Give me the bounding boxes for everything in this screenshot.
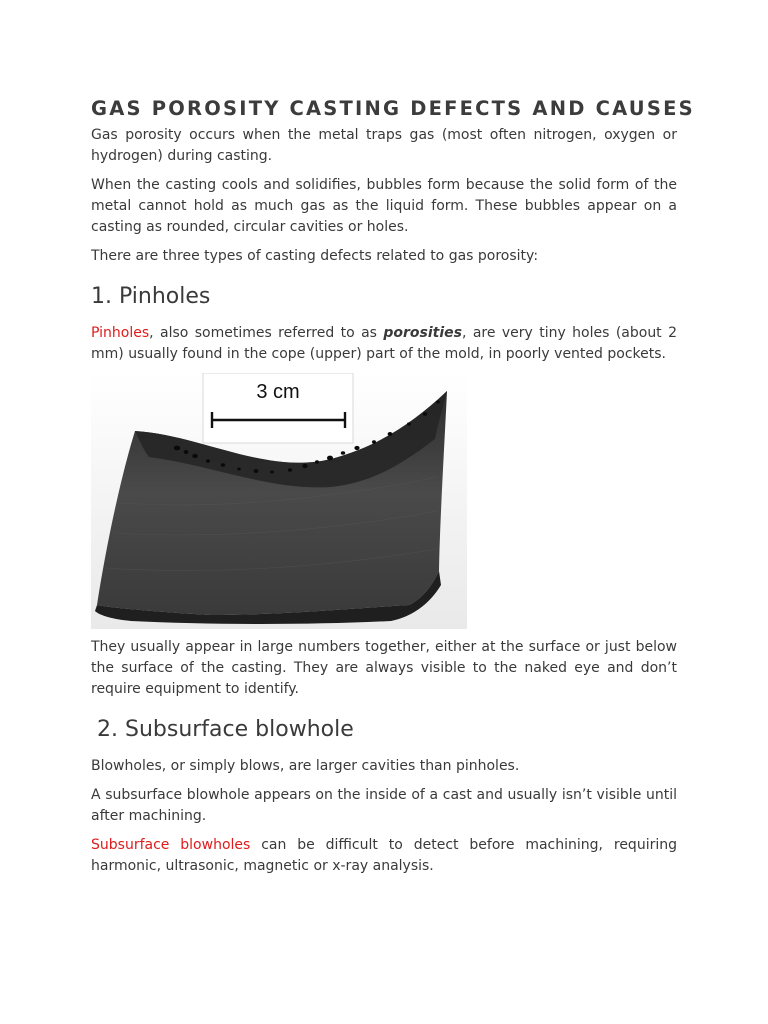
subsurface-paragraph: A subsurface blowhole appears on the inside of a cast and usually isn’t visible until after machining.: [91, 787, 677, 824]
text-span: , also sometimes referred to as: [149, 325, 384, 341]
pinholes-detail-paragraph: They usually appear in large numbers together, either at the surface or just below the surface of the casting. They are always visible to the naked eye and don’t require equipment to identify.: [91, 639, 677, 697]
intro-paragraph: There are three types of casting defects related to gas porosity:: [91, 248, 539, 264]
scale-label: 3 cm: [256, 381, 300, 403]
pinhole-casting-photo: [91, 373, 467, 629]
subsurface-blowholes-link[interactable]: Subsurface blowholes: [91, 837, 251, 853]
emphasis-porosities: porosities: [383, 325, 462, 341]
text-span: can be difficult to detect before machining, requiring harmonic, ultrasonic, magnetic or x-ray analysis.: [91, 837, 677, 874]
blowholes-paragraph: Blowholes, or simply blows, are larger cavities than pinholes.: [91, 758, 520, 774]
intro-paragraph: When the casting cools and solidifies, bubbles form because the solid form of the metal cannot hold as much gas as the liquid form. These bubbles appear on a casting as rounded, circular cavities or holes.: [91, 177, 677, 235]
pinholes-paragraph: [91, 323, 677, 365]
detection-paragraph: [91, 835, 677, 877]
section-heading-subsurface-blowhole: 2. Subsurface blowhole: [97, 717, 354, 742]
intro-paragraph: Gas porosity occurs when the metal traps gas (most often nitrogen, oxygen or hydrogen) during casting.: [91, 127, 677, 164]
section-heading-pinholes: 1. Pinholes: [91, 284, 211, 309]
article: [91, 96, 695, 885]
text-span: , are very tiny holes (about 2 mm) usually found in the cope (upper) part of the mold, in poorly vented pockets.: [91, 325, 677, 362]
page-title: GAS POROSITY CASTING DEFECTS AND CAUSES: [91, 97, 695, 120]
pinholes-link[interactable]: Pinholes: [91, 325, 150, 341]
